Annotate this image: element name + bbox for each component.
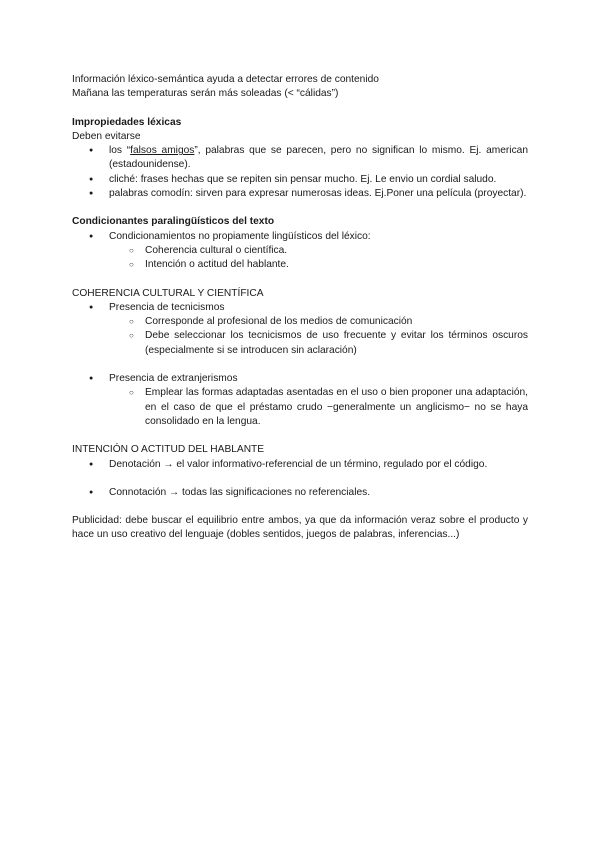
publicidad-paragraph: Publicidad: debe buscar el equilibrio entre ambos, ya que da información veraz sobre el producto y hace un uso creativo del lenguaje (dobles sentidos, juegos de palabras, inferencias...) xyxy=(72,515,528,541)
coherencia-heading: COHERENCIA CULTURAL Y CIENTÍFICA xyxy=(72,287,264,299)
list-item-text: Presencia de tecnicismos xyxy=(109,301,225,313)
falsos-amigos-link[interactable]: falsos amigos xyxy=(130,145,195,157)
sublist-item: ○ Corresponde al profesional de los medios de comunicación xyxy=(72,315,528,329)
sublist-item: ○ Coherencia cultural o científica. xyxy=(72,244,528,258)
list-item-text: Presencia de extranjerismos xyxy=(109,373,238,385)
impropiedades-heading: Impropiedades léxicas xyxy=(72,116,182,128)
intencion-list xyxy=(72,458,528,472)
list-item: ● Denotación → el valor informativo-referencial de un término, regulado por el código. xyxy=(72,458,528,472)
intro-line-1: Información léxico-semántica ayuda a detectar errores de contenido xyxy=(72,74,379,85)
intencion-list-2 xyxy=(72,486,528,500)
list-item xyxy=(72,230,528,273)
sublist xyxy=(109,386,528,429)
sublist-item: ○ Emplear las formas adaptadas asentadas en el uso o bien proponer una adaptación, en el caso de que el préstamo crudo −generalmente un anglicismo− no se haya consolidado en la lengua. xyxy=(72,386,528,429)
list-item xyxy=(72,372,528,429)
coherencia-list-2 xyxy=(72,372,528,429)
impropiedades-subheading: Deben evitarse xyxy=(72,130,141,142)
sublist xyxy=(109,315,528,358)
document-page xyxy=(72,73,528,543)
item-text-pre: los “ xyxy=(109,145,131,157)
list-item: ● Connotación → todas las significaciones no referenciales. xyxy=(72,486,528,500)
list-item xyxy=(72,144,528,173)
intro-line-2: Mañana las temperaturas serán más soleadas (< “cálidas”) xyxy=(72,88,339,100)
list-item xyxy=(72,301,528,358)
intencion-heading: INTENCIÓN O ACTITUD DEL HABLANTE xyxy=(72,444,265,456)
item-text-post: ”, palabras que se parecen, pero no significan lo mismo. Ej. american (estadounidense). xyxy=(109,145,528,171)
sublist-item: ○ Intención o actitud del hablante. xyxy=(72,258,528,272)
condicionantes-list xyxy=(72,230,528,273)
list-item: ● cliché: frases hechas que se repiten sin pensar mucho. Ej. Le envio un cordial saludo. xyxy=(72,173,528,187)
coherencia-list xyxy=(72,301,528,358)
sublist xyxy=(109,244,528,273)
condicionantes-heading: Condicionantes paralingüísticos del texto xyxy=(72,216,275,228)
impropiedades-list xyxy=(72,144,528,201)
sublist-item: ○ Debe seleccionar los tecnicismos de uso frecuente y evitar los términos oscuros (especialmente si se introducen sin aclaración) xyxy=(72,329,528,358)
list-item: ● palabras comodín: sirven para expresar numerosas ideas. Ej.Poner una película (proyectar). xyxy=(72,187,528,201)
list-item-text: Condicionamientos no propiamente lingüísticos del léxico: xyxy=(109,230,371,242)
